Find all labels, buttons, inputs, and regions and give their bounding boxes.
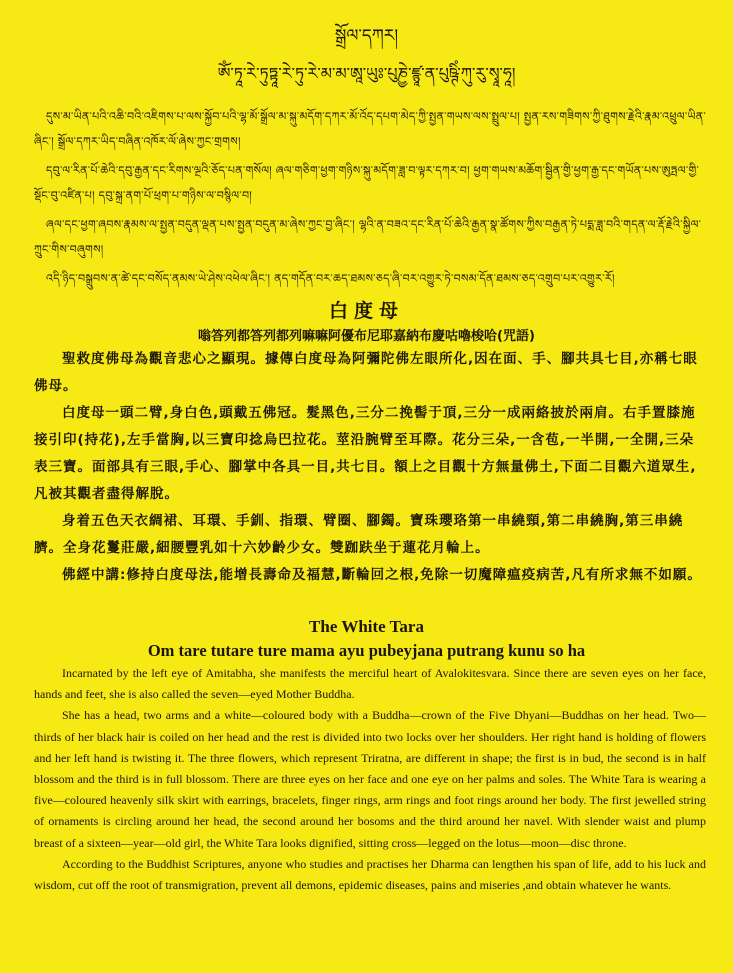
tibetan-text-block <box>34 104 706 295</box>
tibetan-paragraph: འདི་ཉིད་བསྒྲུབས་ན་ཚེ་དང་བསོད་ནམས་ཡེ་ཤེས་འཕེལ་ཞིང་། ནད་གདོན་བར་ཆད་ཐམས་ཅད་ཞི་བར་འགྱུར་ཏེ་བསམ་དོན་ཐམས་ཅད་འགྲུབ་པར་འགྱུར་རོ། <box>46 272 615 285</box>
chinese-text-block <box>34 346 706 589</box>
chinese-paragraph: 佛經中講:修持白度母法,能增長壽命及福慧,斷輪回之根,免除一切魔障瘟疫病苦,凡有所求無不如願。 <box>62 567 702 583</box>
chinese-paragraph: 身着五色天衣綢裙、耳環、手釧、指環、臂圈、腳鐲。寶珠瓔珞第一串繞頸,第二串繞胸,第三串繞臍。全身花鬘莊嚴,細腰豐乳如十六妙齡少女。雙跏趺坐于蓮花月輪上。 <box>34 513 684 556</box>
tibetan-mantra-heading: ཨོཾ་ཏཱ་རེ་ཏུཏྟཱ་རེ་ཏུ་རེ་མ་མ་ཨཱ་ཡུཿ་པུཎྱེ་ཛྙཱ་ན་པུཥྚིཾ་ཀུ་རུ་སྭཱ་ཧཱ། <box>217 64 516 83</box>
chinese-mantra: 嗡答列都答列都列嘛嘛阿優布尼耶嘉納布慶咕嚕梭哈(咒語) <box>198 329 535 344</box>
english-paragraph: Incarnated by the left eye of Amitabha, she manifests the merciful heart of Avalokitesvara. Since there are seven eyes on her face, hands and feet, she is also called the seven—eyed Mother Buddha. <box>34 666 706 702</box>
chinese-paragraph: 白度母一頭二臂,身白色,頭戴五佛冠。髮黑色,三分二挽髻于頂,三分一成兩絡披於兩肩。右手置膝施接引印(持花),左手當胸,以三寶印捻烏巴拉花。莖沿腕臂至耳際。花分三朵,一含苞,一半開,一全開,三朵表三寶。面部具有三眼,手心、腳掌中各具一目,共七目。額上之目觀十方無量佛土,下面二目觀六道眾生,凡被其觀者盡得解脫。 <box>34 405 697 502</box>
english-mantra: Om tare tutare ture mama ayu pubeyjana putrang kunu so ha <box>147 641 586 660</box>
english-text-block <box>34 663 706 896</box>
tibetan-paragraph: དུས་མ་ཡིན་པའི་འཆི་བའི་འཇིགས་པ་ལས་སྐྱོབ་པའི་ལྷ་མོ་སྒྲོལ་མ་སྐུ་མདོག་དཀར་མོ་འོད་དཔག་མེད་ཀྱི་སྤྱན་གཡས་ལས་སྤྲུལ་པ། སྤྱན་རས་གཟིགས་ཀྱི་ཐུགས་རྗེའི་རྣམ་འཕྲུལ་ཡིན་ཞིང་། སྒྲོལ་དཀར་ཡིད་བཞིན་འཁོར་ལོ་ཞེས་ཀྱང་གྲགས། <box>34 110 706 148</box>
tibetan-paragraph: ཞལ་དང་ཕྱག་ཞབས་རྣམས་ལ་སྤྱན་བདུན་ལྡན་པས་སྤྱན་བདུན་མ་ཞེས་ཀྱང་བྱ་ཞིང་། ལྷའི་ན་བཟའ་དང་རིན་པོ་ཆེའི་རྒྱན་སྣ་ཚོགས་ཀྱིས་བརྒྱན་ཏེ་པདྨ་ཟླ་བའི་གདན་ལ་རྡོ་རྗེའི་སྐྱིལ་ཀྲུང་གིས་བཞུགས། <box>34 218 702 256</box>
chinese-paragraph: 聖救度佛母為觀音悲心之顯現。據傳白度母為阿彌陀佛左眼所化,因在面、手、腳共具七目,亦稱七眼佛母。 <box>34 351 698 394</box>
tibetan-paragraph: དབུ་ལ་རིན་པོ་ཆེའི་དབུ་རྒྱན་དང་རིགས་ལྔའི་ཅོད་པན་གསོལ། ཞལ་གཅིག་ཕྱག་གཉིས་སྐུ་མདོག་ཟླ་བ་ལྟར་དཀར་བ། ཕྱག་གཡས་མཆོག་སྦྱིན་གྱི་ཕྱག་རྒྱ་དང་གཡོན་པས་ཨུཏྤལ་གྱི་སྡོང་བུ་འཛིན་པ། དབུ་སྐྲ་ནག་པོ་ཕྲག་པ་གཉིས་ལ་བསྙིལ་བ། <box>34 164 700 202</box>
english-paragraph: According to the Buddhist Scriptures, anyone who studies and practises her Dharma can lengthen his span of life, add to his luck and wisdom, cut off the root of transmigration, prevent all demons, epidemic diseases, pains and miseries ,and obtain whatever he wants. <box>34 856 706 893</box>
english-title: The White Tara <box>309 617 424 636</box>
tibetan-title: སྒྲོལ་དཀར། <box>334 26 399 46</box>
chinese-title: 白度母 <box>328 300 404 322</box>
english-paragraph: She has a head, two arms and a white—coloured body with a Buddha—crown of the Five Dhyani—Buddhas on her head. Two—thirds of her black hair is coiled on her head and the rest is divided into two locks over her shoulders. Her right hand is holding of flowers and her left hand is twisting it. The three flowers, which represent Triratna, are different in shape; the first is in bud, the second is in half blossom and the third is in full blossom. There are three eyes on her face and one eye on her palms and soles. The White Tara is wearing a five—coloured heavenly silk skirt with earrings, bracelets, finger rings, arm rings and foot rings around her body. The first jewelled string of ornaments is circling around her head, the second around her bosoms and the third around her navel. With slender waist and plump breast of a sixteen—year—old girl, the White Tara looks dignified, sitting cross—legged on the lotus—moon—disc throne. <box>34 708 706 850</box>
